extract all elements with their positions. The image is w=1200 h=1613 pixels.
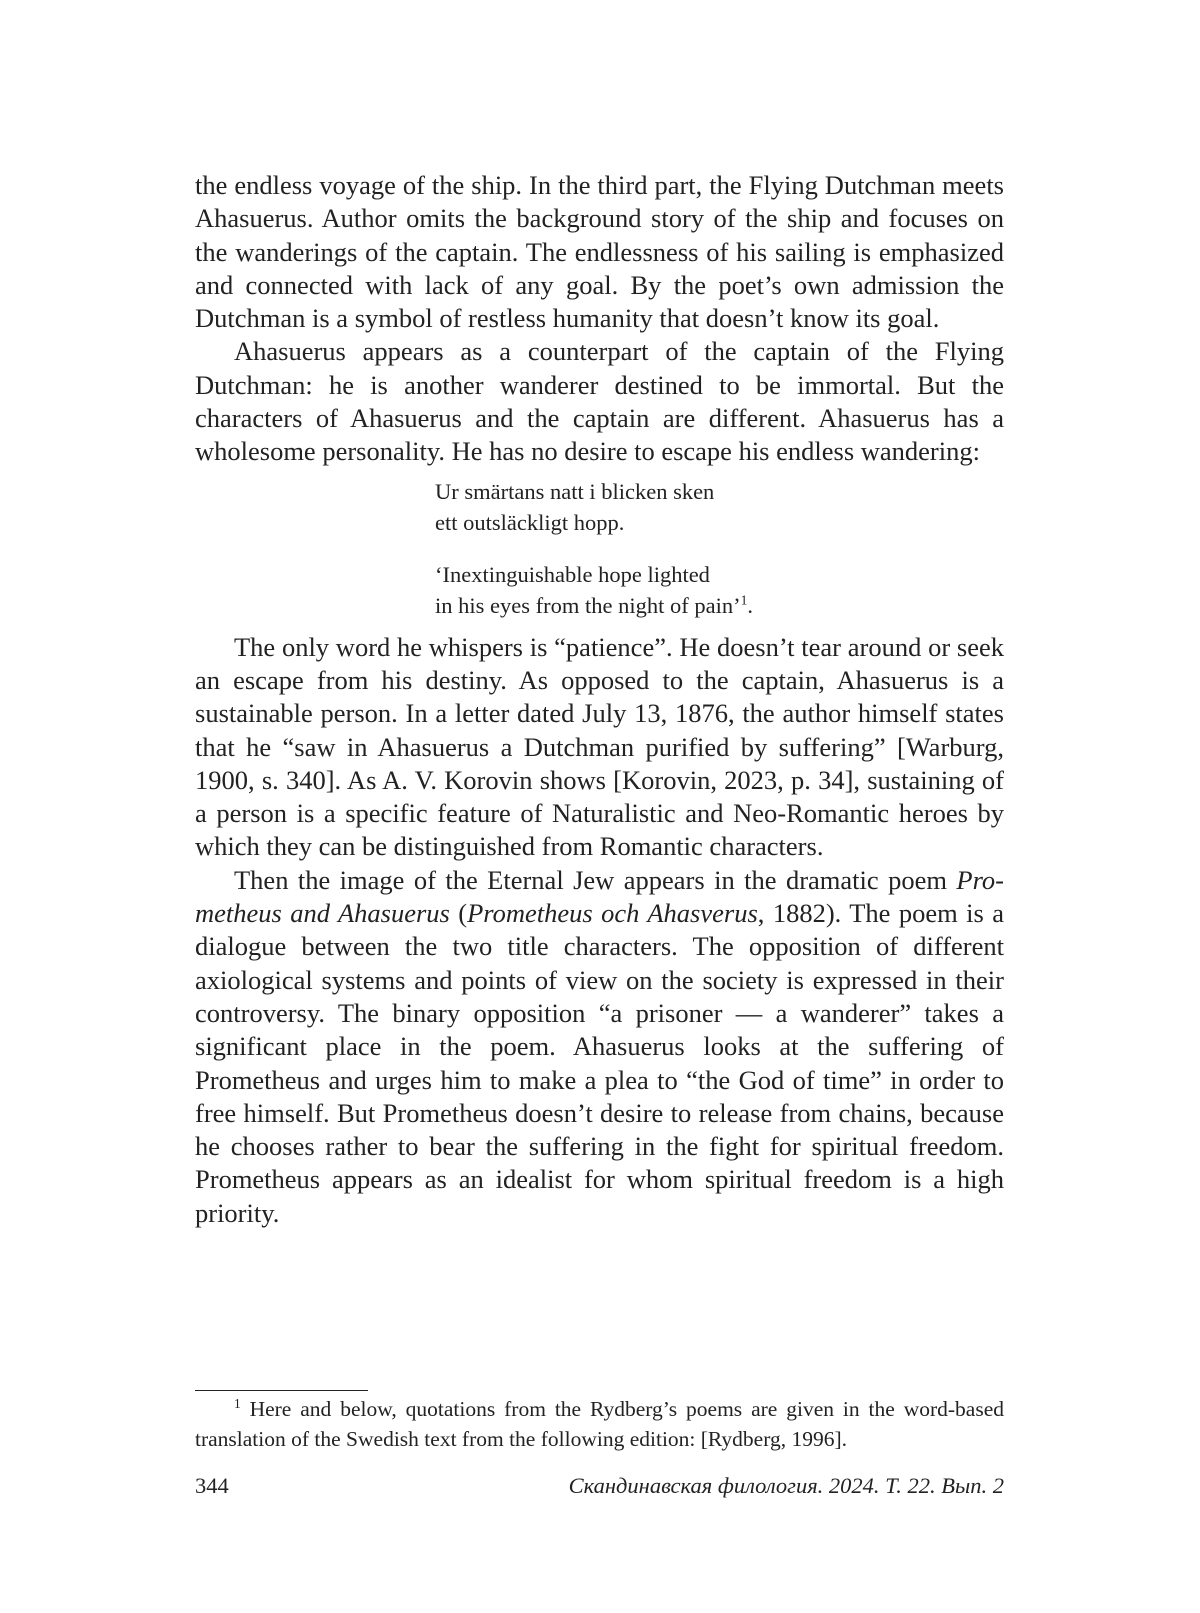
paragraph-3: The only word he whispers is “patience”. He doesn’t tear around or seek an escape from his destiny. As opposed to the captain, Ahasuerus is a sustainable person. In a letter dated July 13, 1876, the author himself states that he “saw in Ahasuerus a Dutchman purified by suffering” [Warburg, 1900, s. 340]. As A. V. Korovin shows [Korovin, 2023, p. 34], sustaining of a person is a specific feature of Naturalistic and Neo-Romantic heroes by which they can be distinguished from Romantic characters. [195, 631, 1004, 862]
footnote-reference[interactable]: 1 [740, 592, 748, 608]
paragraph-4-start: Then the image of the Eternal Jew appears in the dramatic poem [234, 864, 957, 895]
verse-end-punctuation: . [747, 592, 753, 618]
verse-quotation [435, 476, 1004, 621]
main-text [195, 169, 1004, 1230]
footnote-text: Here and below, quotations from the Rydberg’s poems are given in the word-based translation of the Swedish text from the following edition: [Rydberg, 1996]. [195, 1397, 1004, 1451]
page-number: 344 [195, 1473, 229, 1498]
paragraph-4-rest: , 1882). The poem is a dialogue between the two title characters. The opposition of different axiological systems and points of view on the society is expressed in their controversy. The binary opposition “a prisoner — a wanderer” takes a significant place in the poem. Ahasuerus looks at the suffering of Prometheus and urges him to make a plea to “the God of time” in order to free himself. But Prometheus doesn’t desire to release from chains, because he chooses rather to bear the suffering in the fight for spiritual freedom. Prometheus appears as an idealist for whom spiritual freedom is a high priority. [195, 898, 1005, 1228]
verse-translation-line-2-text: in his eyes from the night of pain’ [435, 592, 741, 618]
footnote-separator [195, 1390, 368, 1391]
paragraph-1: the endless voyage of the ship. In the third part, the Flying Dutchman meets Ahasuerus. Author omits the background story of the ship and focuses on the wanderings of the captain. The endlessness of his sailing is emphasized and connected with lack of any goal. By the poet’s own admission the Dutchman is a symbol of restless humanity that doesn’t know its goal. [195, 170, 1004, 334]
paragraph-2: Ahasuerus appears as a counterpart of the captain of the Flying Dutchman: he is another wanderer destined to be immortal. But the characters of Ahasuerus and the captain are different. Ahasuerus has a wholesome personality. He has no desire to escape his endless wandering: [195, 336, 1004, 467]
verse-translation [435, 559, 1004, 621]
verse-original-line-1: Ur smärtans natt i blicken sken [435, 478, 715, 504]
footnote-mark: 1 [234, 1395, 241, 1411]
paragraph-4 [195, 864, 1004, 1230]
poem-title-swedish: Prometheus och Ahasverus [467, 898, 758, 929]
verse-translation-line-1: ‘Inextinguishable hope lighted [435, 561, 710, 587]
poem-title-english: Prometheus and Ahasuerus [195, 864, 1004, 929]
verse-original [435, 476, 1004, 538]
paragraph-4-mid: ( [449, 898, 468, 929]
footnote [195, 1394, 1004, 1454]
verse-translation-line-2 [435, 590, 1004, 621]
journal-running-footer: Скандинавская филология. 2024. Т. 22. Вып. 2 [568, 1473, 1004, 1498]
verse-original-line-2: ett outsläckligt hopp. [435, 509, 625, 535]
